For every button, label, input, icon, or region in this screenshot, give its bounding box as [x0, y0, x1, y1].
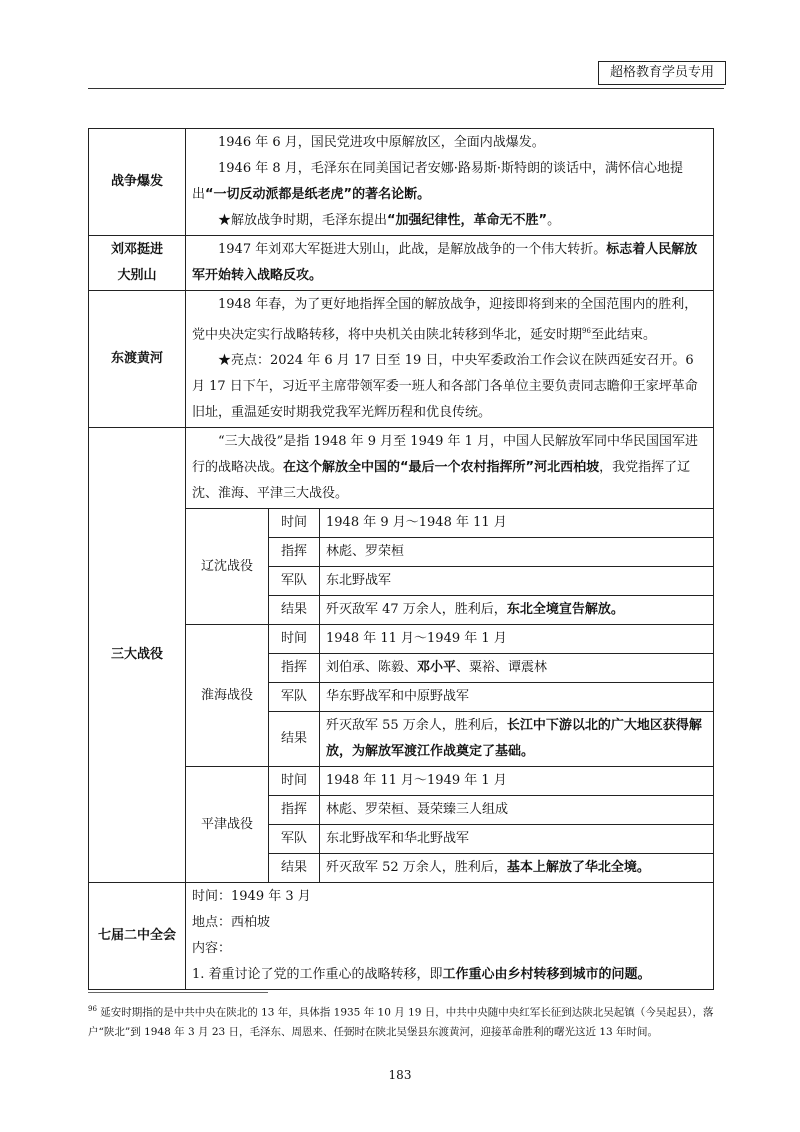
war-line-3 — [192, 208, 707, 234]
three-intro-b: 在这个解放全中国的“最后一个农村指挥所”河北西柏坡 — [283, 460, 600, 476]
pingjin-result — [320, 854, 714, 883]
three-intro — [186, 428, 713, 508]
pingjin-result-a: 歼灭敌军 52 万余人，胜利后， — [326, 860, 507, 876]
campaign-pingjin: 平津战役 — [186, 767, 269, 883]
war-line-2-end: 的著名论断。 — [352, 187, 431, 202]
key-command: 指挥 — [269, 654, 320, 683]
huaihai-result-a: 歼灭敌军 55 万余人，胜利后， — [326, 718, 507, 734]
content-war-outbreak — [186, 129, 714, 236]
footnote — [88, 1000, 718, 1042]
content-second-plenum — [186, 883, 714, 990]
huaihai-time-row — [186, 625, 713, 654]
row-yellow-river — [89, 291, 714, 428]
row-second-plenum — [89, 883, 714, 990]
dabie-text-1: 1947 年刘邓大军挺进大别山，此战，是解放战争的一个伟大转折。 — [218, 242, 607, 257]
liaoshen-command: 林彪、罗荣桓 — [320, 538, 714, 567]
label-second-plenum: 七届二中全会 — [89, 883, 186, 990]
yellow-para-1-end: 至此结束。 — [590, 327, 656, 343]
content-yellow-river — [186, 291, 714, 428]
three-intro-c: ，我党指挥了辽沈、淮海、平津三大战役。 — [192, 460, 691, 502]
huaihai-cmd-a: 刘伯承、陈毅、 — [326, 660, 418, 676]
huaihai-cmd-c: 、粟裕、谭震林 — [456, 660, 548, 676]
footnote-rule — [88, 992, 268, 993]
huaihai-army: 华东野战军和中原野战军 — [320, 683, 714, 712]
row-dabie — [89, 236, 714, 291]
huaihai-cmd-b: 邓小平 — [417, 660, 457, 676]
pingjin-result-b: 基本上解放了华北全境。 — [506, 860, 650, 876]
label-dabie-line-1: 刘邓挺进 — [110, 242, 163, 257]
liaoshen-time-row — [186, 509, 713, 538]
plenum-content: 内容： — [192, 941, 232, 957]
dabie-text — [192, 237, 707, 289]
footnote-text: 延安时期指的是中共中央在陕北的 13 年，具体指 1935 年 10 月 19 日，中共中央随中央红军长征到达陕北吴起镇（今吴起县），落户“陕北”到 1948 年 3 月 23 日，毛泽东、周恩来、任弼时在陕北吴堡县东渡黄河，迎接革命胜利的曙光这近 13 年时间。 — [88, 1006, 714, 1038]
key-army: 军队 — [269, 825, 320, 854]
key-time: 时间 — [269, 767, 320, 796]
plenum-item-a: 1. 着重讨论了党的工作重心的战略转移，即 — [192, 967, 443, 983]
paper-tiger-quote: “一切反动派都是纸老虎” — [205, 187, 353, 202]
key-army: 军队 — [269, 683, 320, 712]
yellow-para-2: ★亮点：2024 年 6 月 17 日至 19 日，中央军委政治工作会议在陕西延安召开。6 月 17 日下午，习近平主席带领军委一班人和各部门各单位主要负责同志瞻仰王家坪革命旧址，重温延安时期我党我军光辉历程和优良传统。 — [192, 353, 698, 421]
campaign-huaihai: 淮海战役 — [186, 625, 269, 767]
label-dabie-line-2: 大别山 — [117, 268, 157, 283]
liaoshen-result — [320, 596, 714, 625]
history-table — [88, 128, 714, 990]
header-badge: 超格教育学员专用 — [598, 61, 726, 85]
page-number: 183 — [388, 1068, 412, 1082]
liaoshen-result-a: 歼灭敌军 47 万余人，胜利后， — [326, 602, 507, 618]
key-command: 指挥 — [269, 538, 320, 567]
war-line-2 — [192, 156, 707, 208]
plenum-time: 时间：1949 年 3 月 — [192, 889, 311, 905]
liaoshen-time: 1948 年 9 月～1948 年 11 月 — [320, 509, 714, 538]
key-result: 结果 — [269, 596, 320, 625]
huaihai-result — [320, 712, 714, 767]
pingjin-time: 1948 年 11 月～1949 年 1 月 — [320, 767, 714, 796]
header-rule — [88, 88, 724, 89]
key-result: 结果 — [269, 854, 320, 883]
plenum-item-b: 工作重心由乡村转移到城市的问题。 — [442, 967, 651, 983]
war-line-3-text: ★解放战争时期，毛泽东提出 — [218, 213, 388, 228]
liaoshen-army: 东北野战军 — [320, 567, 714, 596]
war-line-1: 1946 年 6 月，国民党进攻中原解放区，全面内战爆发。 — [218, 135, 545, 150]
huaihai-result-b: 长江中下游以北的广大地区获得解放，为解放军渡江作战奠定了基础。 — [326, 718, 702, 760]
row-three-campaigns — [89, 428, 714, 883]
campaign-liaoshen: 辽沈战役 — [186, 509, 269, 625]
key-result: 结果 — [269, 712, 320, 767]
yellow-para-1-text: 1948 年春，为了更好地指挥全国的解放战争，迎接即将到来的全国范围内的胜利，党中央决定实行战略转移，将中央机关由陕北转移到华北，延安时期 — [192, 297, 698, 343]
content-dabie — [186, 236, 714, 291]
three-intro-text — [192, 429, 707, 507]
discipline-quote: “加强纪律性，革命无不胜” — [387, 213, 548, 228]
pingjin-army: 东北野战军和华北野战军 — [320, 825, 714, 854]
label-yellow-river: 东渡黄河 — [89, 291, 186, 428]
war-line-3-end: 。 — [547, 213, 561, 228]
plenum-place: 地点：西柏坡 — [192, 915, 271, 931]
key-army: 军队 — [269, 567, 320, 596]
huaihai-time: 1948 年 11 月～1949 年 1 月 — [320, 625, 714, 654]
content-three-campaigns — [186, 428, 714, 883]
huaihai-command — [320, 654, 714, 683]
pingjin-command: 林彪、罗荣桓、聂荣臻三人组成 — [320, 796, 714, 825]
three-intro-a: “三大战役”是指 1948 年 9 月至 1949 年 1 月，中国人民解放军同中华民国国军进行的战略决战。 — [192, 434, 699, 476]
footnote-number: 96 — [88, 1005, 97, 1013]
war-line-2-text: 1946 年 8 月，毛泽东在同美国记者安娜·路易斯·斯特朗的谈话中，满怀信心地提出 — [192, 161, 684, 202]
pingjin-time-row — [186, 767, 713, 796]
key-time: 时间 — [269, 625, 320, 654]
footnote-ref[interactable]: 96 — [582, 327, 591, 335]
label-war-outbreak: 战争爆发 — [89, 129, 186, 236]
liaoshen-result-b: 东北全境宣告解放。 — [506, 602, 624, 618]
label-three-campaigns: 三大战役 — [89, 428, 186, 883]
row-war-outbreak — [89, 129, 714, 236]
key-command: 指挥 — [269, 796, 320, 825]
label-dabie — [89, 236, 186, 291]
key-time: 时间 — [269, 509, 320, 538]
dabie-text-2: 标志着人民解放军开始转入战略反攻。 — [192, 242, 698, 283]
campaigns-table — [186, 508, 713, 882]
yellow-para-1 — [192, 292, 707, 348]
plenum-item-1 — [192, 962, 707, 988]
